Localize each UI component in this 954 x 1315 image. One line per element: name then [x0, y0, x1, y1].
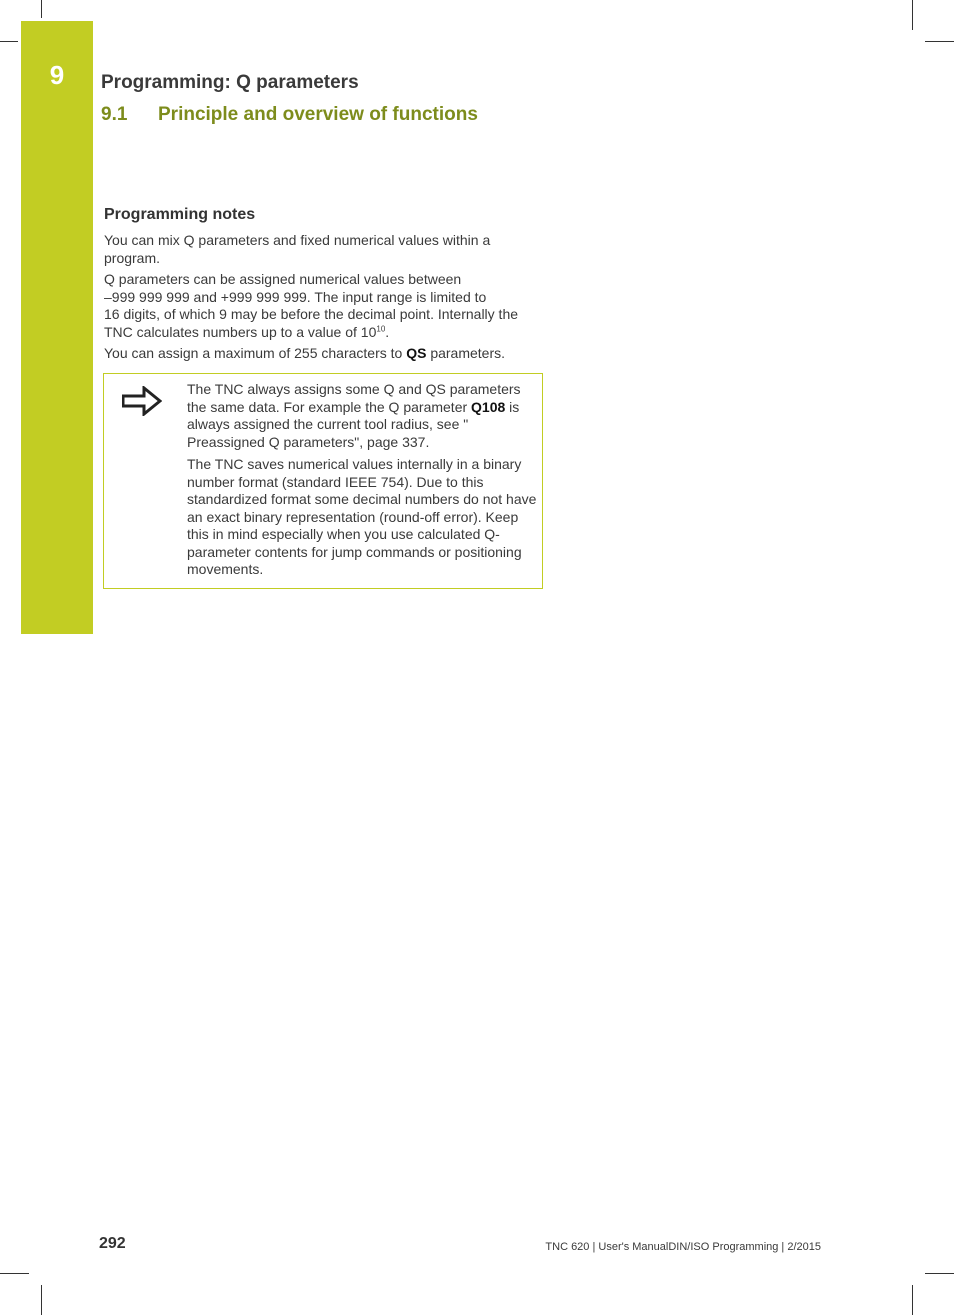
range-line-4-end: .: [385, 323, 390, 340]
qs-code: QS: [406, 345, 427, 361]
right-arrow-icon: [122, 386, 162, 416]
qs-text-post: parameters.: [426, 345, 506, 361]
crop-mark: [925, 1273, 954, 1274]
note-paragraph-2: The TNC saves numerical values internally in a binary number format (standard IEEE 754). Due to this standardized format some decimal numbers do not have an exact binary representation (round-off error). Keep this in mind especially when you use calculated Q-parameter contents for jump commands or positioning movements.: [187, 456, 537, 577]
crop-mark: [912, 0, 913, 30]
note-p1-code: Q108: [471, 398, 506, 415]
note-text: [187, 381, 539, 584]
paragraph-range: [104, 271, 544, 341]
crop-mark: [0, 41, 18, 42]
note-p1-pre: The TNC always assigns some Q and QS parameters the same data. For example the Q parameter: [187, 381, 521, 415]
crop-mark: [925, 41, 954, 42]
page-number: 292: [99, 1235, 126, 1252]
note-p1-post: is always assigned the current tool radius, see " Preassigned Q parameters", page 337.: [187, 398, 520, 450]
section-number: 9.1: [101, 104, 128, 125]
range-line-2: –999 999 999 and +999 999 999. The input range is limited to: [104, 288, 487, 305]
range-line-1: Q parameters can be assigned numerical values between: [104, 271, 462, 287]
qs-text-pre: You can assign a maximum of 255 characters to: [104, 345, 407, 361]
note-paragraph-1: [187, 381, 539, 451]
range-line-3: 16 digits, of which 9 may be before the decimal point. Internally the: [104, 306, 519, 322]
footer-doc-info: TNC 620 | User's ManualDIN/ISO Programming | 2/2015: [545, 1241, 821, 1253]
chapter-title: Programming: Q parameters: [101, 72, 359, 93]
exponent: 10: [376, 323, 386, 333]
main-content: [104, 206, 544, 367]
section-heading: Programming notes: [104, 206, 256, 223]
section-title: Principle and overview of functions: [158, 104, 478, 125]
crop-mark: [0, 1273, 29, 1274]
paragraph-qs: [104, 345, 544, 363]
crop-mark: [912, 1285, 913, 1315]
note-box: [103, 373, 543, 589]
chapter-number: 9: [49, 60, 65, 90]
crop-mark: [41, 1285, 42, 1315]
crop-mark: [41, 0, 42, 18]
paragraph-mix: You can mix Q parameters and fixed numerical values within a program.: [104, 232, 491, 266]
chapter-bar: [21, 21, 93, 634]
range-line-4: TNC calculates numbers up to a value of 10: [104, 323, 377, 340]
